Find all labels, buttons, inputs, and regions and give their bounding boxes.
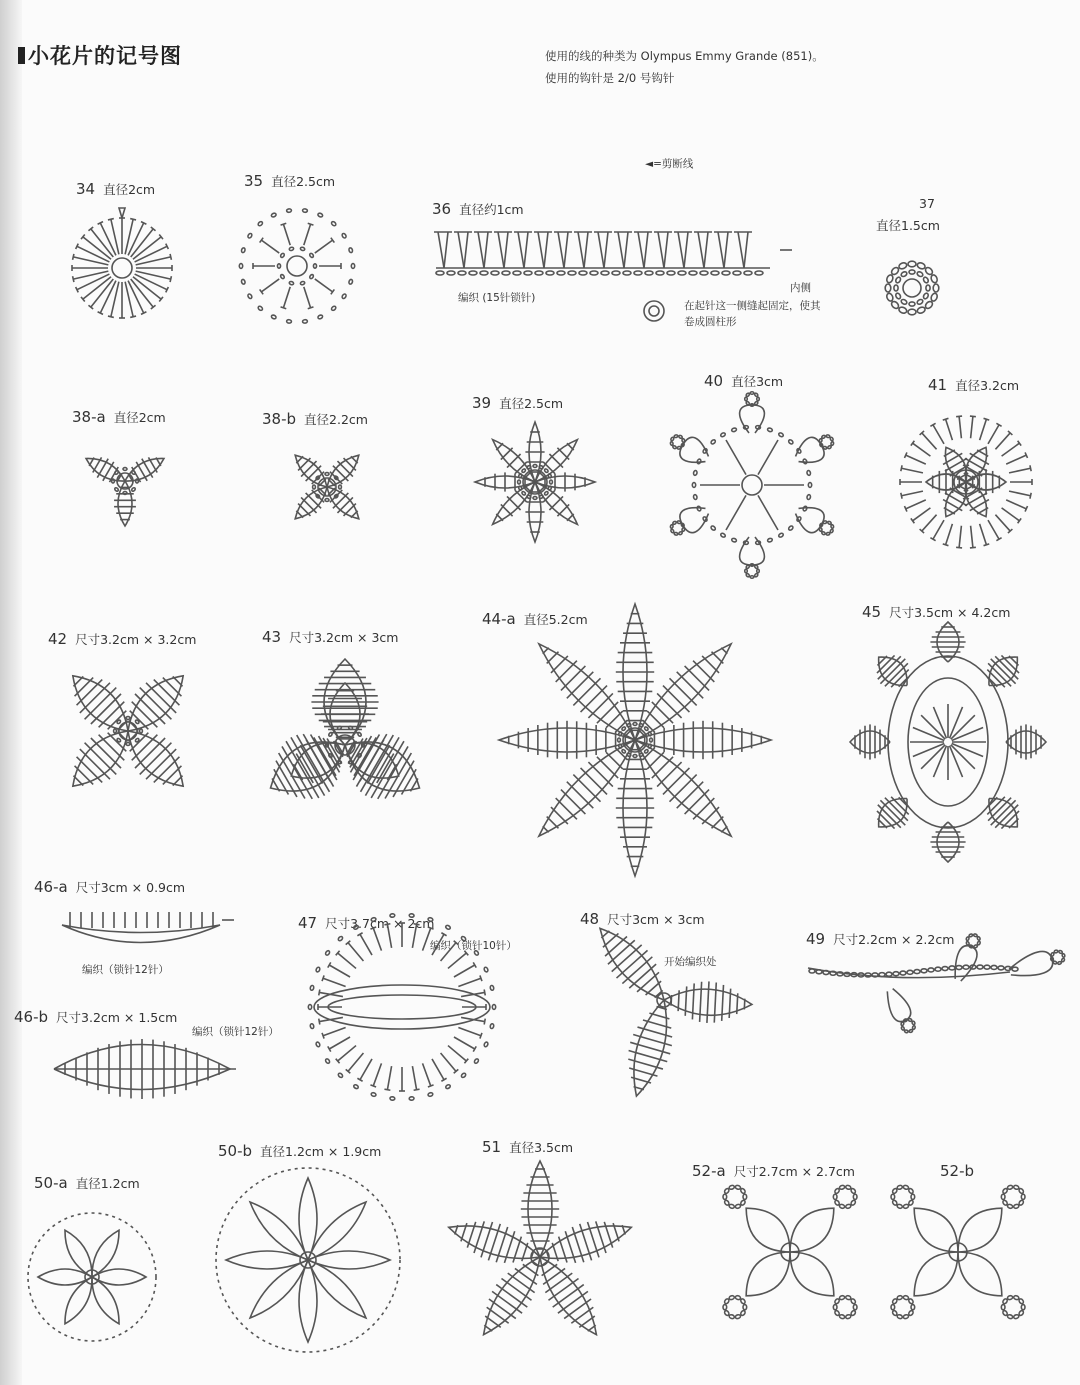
label-52b: 52-b <box>940 1162 975 1180</box>
label-45: 45 尺寸3.5cm × 4.2cm <box>862 603 1011 621</box>
motif-37-drawing <box>885 261 939 315</box>
yarn-note: 使用的线的种类为 Olympus Emmy Grande (851)。 <box>545 49 824 63</box>
motif-40-drawing <box>665 392 839 579</box>
motif-45-drawing <box>850 622 1046 862</box>
label-34: 34 直径2cm <box>76 180 156 198</box>
note-36-inner: 内侧 <box>790 282 811 294</box>
label-47: 47 尺寸3.7cm × 2cm <box>298 914 435 932</box>
note-36-sew: 在起针这一侧缝起固定，使其卷成圆柱形 <box>684 300 821 328</box>
motif-49-drawing <box>808 931 1068 1037</box>
hook-note: 使用的钩针是 2/0 号钩针 <box>545 71 675 85</box>
note-48: 开始编织处 <box>664 956 717 968</box>
motif-34-drawing <box>72 208 172 318</box>
label-48: 48 尺寸3cm × 3cm <box>580 910 705 928</box>
motif-42-drawing <box>57 660 199 802</box>
motif-51-drawing <box>443 1161 637 1346</box>
cut-yarn-legend: ◄=剪断线 <box>645 158 694 170</box>
label-39: 39 直径2.5cm <box>472 394 564 412</box>
label-40: 40 直径3cm <box>704 372 784 390</box>
motif-46b-drawing <box>54 1039 236 1099</box>
label-35: 35 直径2.5cm <box>244 172 336 190</box>
motif-50b-drawing <box>216 1168 400 1352</box>
motif-41-drawing <box>900 416 1032 548</box>
note-46b: 编织（锁针12针） <box>192 1026 279 1038</box>
note-46a: 编织（锁针12针） <box>82 964 169 976</box>
label-46a: 46-a 尺寸3cm × 0.9cm <box>34 878 186 896</box>
label-52a: 52-a 尺寸2.7cm × 2.7cm <box>692 1162 855 1180</box>
motif-48-drawing <box>585 915 753 1102</box>
label-49: 49 尺寸2.2cm × 2.2cm <box>806 930 955 948</box>
motif-52a-drawing <box>723 1185 857 1319</box>
label-44a: 44-a 直径5.2cm <box>482 610 588 628</box>
label-41: 41 直径3.2cm <box>928 376 1020 394</box>
label-36: 36 直径约1cm <box>432 200 524 218</box>
label-38b: 38-b 直径2.2cm <box>262 410 368 428</box>
motif-43-drawing <box>254 659 437 817</box>
motif-39-drawing <box>475 422 595 542</box>
label-37-num: 37 <box>919 196 935 211</box>
label-38a: 38-a 直径2cm <box>72 408 166 426</box>
motif-47-drawing <box>308 914 495 1101</box>
label-50a: 50-a 直径1.2cm <box>34 1174 140 1192</box>
label-46b: 46-b 尺寸3.2cm × 1.5cm <box>14 1008 178 1026</box>
label-42: 42 尺寸3.2cm × 3.2cm <box>48 630 197 648</box>
label-37-size: 直径1.5cm <box>876 218 940 233</box>
note-47: 编织（锁针10针） <box>430 940 517 952</box>
motif-36-drawing <box>434 232 792 321</box>
motif-44a-drawing <box>499 604 771 876</box>
motif-38a-drawing <box>81 449 170 526</box>
page-title: 小花片的记号图 <box>18 40 182 70</box>
motif-52b-drawing <box>891 1185 1025 1319</box>
note-36-chain: 编织 (15针锁针) <box>458 292 536 304</box>
label-43: 43 尺寸3.2cm × 3cm <box>262 628 399 646</box>
motif-38b-drawing <box>287 447 366 526</box>
label-51: 51 直径3.5cm <box>482 1138 574 1156</box>
motif-50a-drawing <box>28 1213 156 1341</box>
label-50b: 50-b 直径1.2cm × 1.9cm <box>218 1142 382 1160</box>
motif-46a-drawing <box>62 912 234 943</box>
motif-35-drawing <box>239 209 354 324</box>
